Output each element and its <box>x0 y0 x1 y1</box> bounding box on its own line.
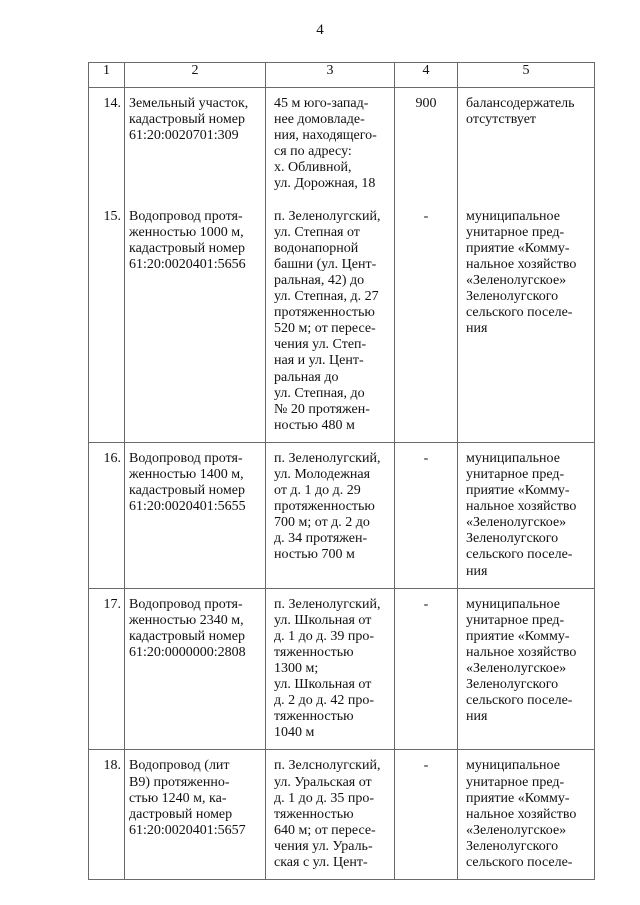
row-number-cell <box>89 201 125 443</box>
holder-line: муниципальное <box>466 758 560 774</box>
address-line: ся по адресу: <box>274 144 352 160</box>
address-line: ул. Молодежная <box>274 466 371 482</box>
object-name-cell <box>125 442 266 588</box>
address-line: ул. Школьная от <box>274 677 372 693</box>
object-name-line: Водопровод протя- <box>129 450 243 466</box>
area-value: - <box>423 208 429 224</box>
address-line: водонапорной <box>274 240 359 256</box>
holder-line: сельского поселе- <box>466 855 573 871</box>
row-number-cell <box>89 588 125 750</box>
address-line: тяженностью <box>274 709 354 725</box>
object-name-line: 61:20:0000000:2808 <box>129 644 246 660</box>
address-line: башни (ул. Цент- <box>274 256 377 272</box>
address-line: ская с ул. Цент- <box>274 855 368 871</box>
area-value: - <box>423 596 429 612</box>
address-line: 1300 м; <box>274 661 319 676</box>
object-name-line: кадастровый номер <box>129 240 245 256</box>
holder-line: «Зеленолугское» <box>466 822 567 838</box>
column-header: 2 <box>125 63 266 88</box>
address-line: ния, находящего- <box>274 128 377 144</box>
address-line: 1040 м <box>274 725 315 741</box>
area-cell <box>395 201 458 443</box>
address-cell <box>266 201 395 443</box>
object-name-line: Водопровод протя- <box>129 596 243 612</box>
address-line: 520 м; от пересе- <box>274 321 376 337</box>
holder-line: балансодержатель <box>466 96 575 111</box>
address-line: ностью 480 м <box>274 417 355 433</box>
object-name-cell <box>125 88 266 201</box>
area-value: - <box>423 758 429 774</box>
address-line: протяженностью <box>274 305 375 321</box>
object-name-line: женностью 1400 м, <box>129 466 244 482</box>
column-header: 1 <box>89 63 125 88</box>
address-line: от д. 1 до д. 29 <box>274 483 361 499</box>
address-line: ул. Степная от <box>274 224 360 240</box>
holder-line: Зеленолугского <box>466 289 559 305</box>
holder-line: приятие «Комму- <box>466 628 570 644</box>
holder-line: Зеленолугского <box>466 677 559 693</box>
table-row <box>89 88 595 201</box>
object-name-line: стью 1240 м, ка- <box>129 790 227 806</box>
address-line: тяженностью <box>274 806 354 822</box>
row-number-cell <box>89 442 125 588</box>
address-line: п. Зеленолугский, <box>274 450 381 466</box>
holder-line: сельского поселе- <box>466 547 573 563</box>
row-number-cell <box>89 750 125 880</box>
table-row <box>89 201 595 443</box>
address-cell <box>266 88 395 201</box>
column-header: 3 <box>266 63 395 88</box>
column-header: 4 <box>395 63 458 88</box>
address-line: п. Зеленолугский, <box>274 596 381 612</box>
address-cell <box>266 750 395 880</box>
holder-line: «Зеленолугское» <box>466 272 567 288</box>
holder-line: приятие «Комму- <box>466 240 570 256</box>
object-name-line: Водопровод (лит <box>129 758 230 774</box>
object-name-line: кадастровый номер <box>129 112 245 128</box>
holder-line: муниципальное <box>466 596 560 612</box>
address-line: ральная, 42) до <box>274 272 365 288</box>
address-line: 700 м; от д. 2 до <box>274 515 370 531</box>
table-header-row <box>89 63 595 88</box>
area-cell <box>395 588 458 750</box>
holder-line: нальное хозяйство <box>466 644 577 660</box>
holder-line: Зеленолугского <box>466 838 559 854</box>
holder-line: ния <box>466 563 488 579</box>
address-cell <box>266 588 395 750</box>
object-name-line: женностью 1000 м, <box>129 224 244 240</box>
address-line: № 20 протяжен- <box>274 401 370 417</box>
holder-line: нальное хозяйство <box>466 256 577 272</box>
object-name-line: 61:20:0020701:309 <box>129 128 239 144</box>
property-registry-table <box>88 62 595 880</box>
object-name-cell <box>125 750 266 880</box>
table-body <box>89 88 595 880</box>
address-line: д. 34 протяжен- <box>274 531 368 547</box>
address-line: п. Зелснолугский, <box>274 758 381 774</box>
address-line: ральная до <box>274 369 339 385</box>
row-number: 17. <box>103 596 121 612</box>
address-cell <box>266 442 395 588</box>
address-line: ул. Уральская от <box>274 774 372 790</box>
holder-cell <box>458 750 595 880</box>
holder-line: унитарное пред- <box>466 224 565 240</box>
holder-line: ния <box>466 709 488 725</box>
row-number-cell <box>89 88 125 201</box>
address-line: ул. Степная, д. 27 <box>274 289 379 305</box>
holder-line: ния <box>466 321 488 337</box>
holder-line: приятие «Комму- <box>466 790 570 806</box>
holder-cell <box>458 442 595 588</box>
address-line: 45 м юго-запад- <box>274 96 369 111</box>
address-line: ул. Школьная от <box>274 612 372 628</box>
page-number: 4 <box>316 22 324 38</box>
holder-line: приятие «Комму- <box>466 483 570 499</box>
holder-line: унитарное пред- <box>466 466 565 482</box>
holder-line: сельского поселе- <box>466 305 573 321</box>
address-line: ул. Дорожная, 18 <box>274 176 376 192</box>
holder-line: унитарное пред- <box>466 612 565 628</box>
area-cell <box>395 88 458 201</box>
holder-line: унитарное пред- <box>466 774 565 790</box>
address-line: чения ул. Степ- <box>274 337 367 353</box>
object-name-line: В9) протяженно- <box>129 774 230 790</box>
address-line: чения ул. Ураль- <box>274 838 373 854</box>
holder-line: сельского поселе- <box>466 693 573 709</box>
object-name-line: 61:20:0020401:5656 <box>129 256 246 272</box>
address-line: ностью 700 м <box>274 547 355 563</box>
holder-line: отсутствует <box>466 112 537 128</box>
table-row <box>89 588 595 750</box>
holder-cell <box>458 588 595 750</box>
row-number: 18. <box>103 758 121 774</box>
object-name-line: женностью 2340 м, <box>129 612 244 628</box>
object-name-cell <box>125 588 266 750</box>
object-name-line: дастровый номер <box>129 806 233 822</box>
address-line: п. Зеленолугский, <box>274 208 381 224</box>
holder-line: «Зеленолугское» <box>466 515 567 531</box>
object-name-line: Водопровод протя- <box>129 208 243 224</box>
holder-line: нальное хозяйство <box>466 499 577 515</box>
row-number: 15. <box>103 208 121 224</box>
row-number: 16. <box>103 450 121 466</box>
address-line: ная и ул. Цент- <box>274 353 364 369</box>
address-line: х. Обливной, <box>274 160 352 176</box>
address-line: д. 1 до д. 35 про- <box>274 790 375 806</box>
holder-line: Зеленолугского <box>466 531 559 547</box>
object-name-line: кадастровый номер <box>129 483 245 499</box>
holder-cell <box>458 201 595 443</box>
address-line: ул. Степная, до <box>274 385 365 401</box>
address-line: протяженностью <box>274 499 375 515</box>
area-value: 900 <box>415 96 437 111</box>
row-number: 14. <box>103 96 121 111</box>
address-line: д. 1 до д. 39 про- <box>274 628 375 644</box>
holder-line: муниципальное <box>466 208 560 224</box>
area-cell <box>395 442 458 588</box>
table-row <box>89 750 595 880</box>
holder-cell <box>458 88 595 201</box>
object-name-cell <box>125 201 266 443</box>
table-row <box>89 442 595 588</box>
address-line: тяженностью <box>274 644 354 660</box>
holder-line: муниципальное <box>466 450 560 466</box>
address-line: 640 м; от пересе- <box>274 822 376 838</box>
object-name-line: кадастровый номер <box>129 628 245 644</box>
address-line: д. 2 до д. 42 про- <box>274 693 375 709</box>
object-name-line: 61:20:0020401:5657 <box>129 822 246 838</box>
holder-line: «Зеленолугское» <box>466 661 567 676</box>
object-name-line: Земельный участок, <box>129 96 249 111</box>
area-cell <box>395 750 458 880</box>
holder-line: нальное хозяйство <box>466 806 577 822</box>
object-name-line: 61:20:0020401:5655 <box>129 499 246 515</box>
address-line: нее домовладе- <box>274 112 365 128</box>
area-value: - <box>423 450 429 466</box>
column-header: 5 <box>458 63 595 88</box>
